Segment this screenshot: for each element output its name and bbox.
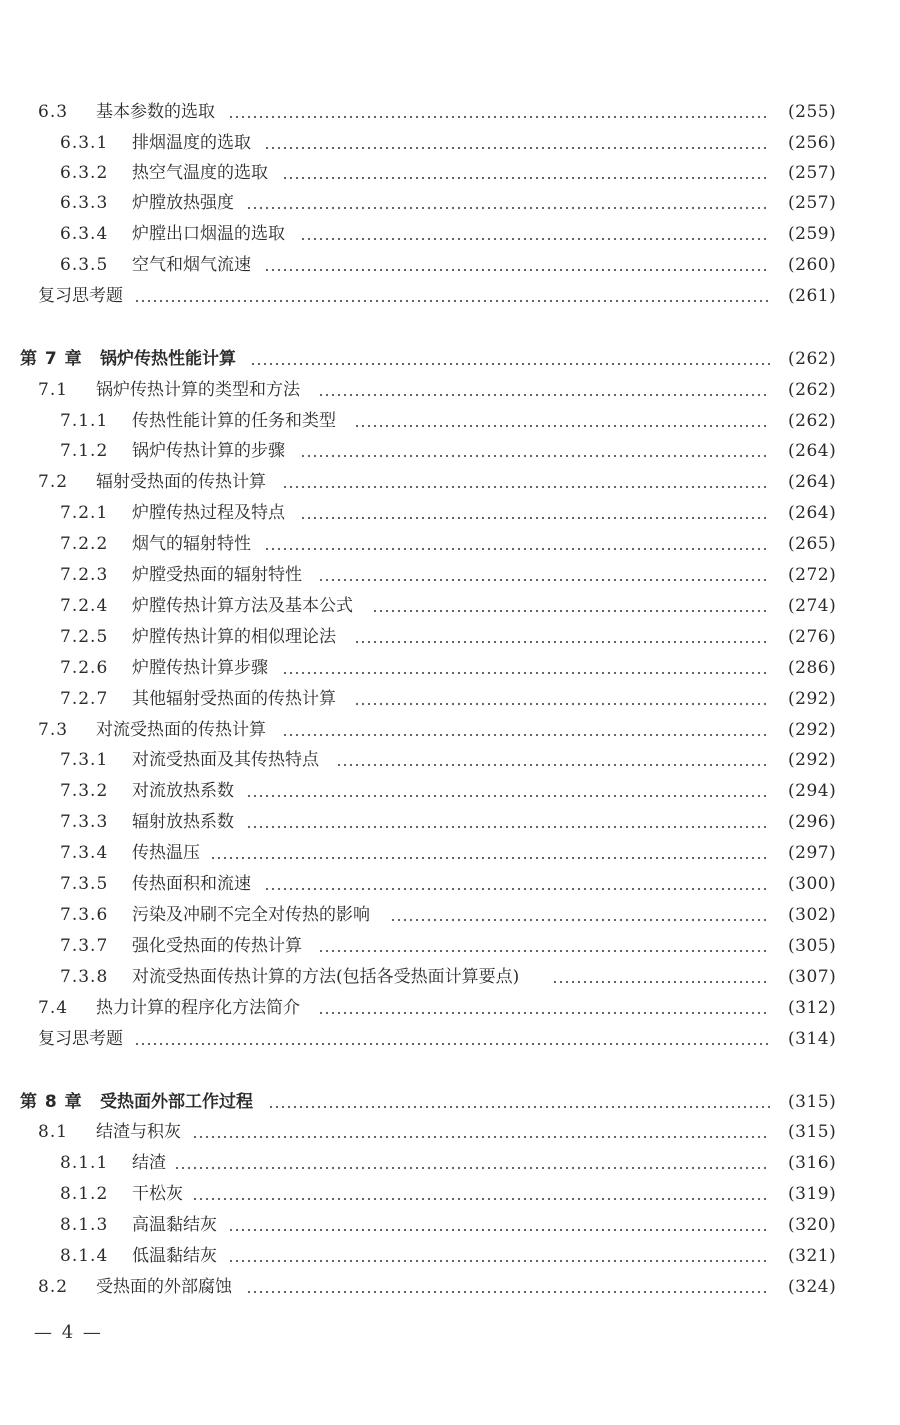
dot-leader [246, 776, 770, 806]
dot-leader [318, 375, 770, 405]
toc-entry-number: 7.3.6 [60, 905, 109, 925]
dot-leader [318, 993, 770, 1023]
toc-entry-number: 6.3.1 [60, 133, 109, 153]
toc-entry-page: (259) [788, 224, 837, 244]
dot-leader [264, 869, 770, 899]
toc-entry-number: 7.3.1 [60, 750, 109, 770]
toc-entry-title: 复习思考题 [38, 286, 123, 306]
toc-entry-page: (319) [788, 1184, 837, 1204]
page-number: — 4 — [34, 1322, 103, 1343]
dot-leader [300, 498, 770, 528]
dot-leader [282, 467, 770, 497]
toc-subsection-entry[interactable] [0, 838, 900, 868]
toc-entry-title: 排烟温度的选取 [132, 133, 251, 153]
toc-entry-page: (315) [788, 1122, 837, 1142]
toc-subsection-entry[interactable] [0, 1241, 900, 1271]
toc-entry-page: (262) [788, 380, 837, 400]
dot-leader [282, 158, 770, 188]
toc-entry-title: 复习思考题 [38, 1029, 123, 1049]
toc-entry-number: 7.3.5 [60, 874, 109, 894]
toc-entry-page: (316) [788, 1153, 837, 1173]
toc-entry-number: 6.3.5 [60, 255, 109, 275]
toc-section-entry[interactable] [0, 1117, 900, 1147]
dot-leader [246, 1272, 770, 1302]
toc-section-entry[interactable] [0, 467, 900, 497]
dot-leader [264, 250, 770, 280]
toc-entry-title: 辐射受热面的传热计算 [96, 472, 266, 492]
toc-entry-title: 传热温压 [132, 843, 200, 863]
toc-entry-page: (294) [788, 781, 837, 801]
dot-leader [250, 344, 770, 374]
toc-entry-title: 污染及冲刷不完全对传热的影响 [132, 905, 370, 925]
toc-entry-page: (305) [788, 936, 837, 956]
toc-entry-page: (257) [788, 193, 837, 213]
toc-entry-page: (276) [788, 627, 837, 647]
toc-entry-number: 7.2.6 [60, 658, 109, 678]
toc-entry-page: (321) [788, 1246, 837, 1266]
dot-leader [372, 591, 770, 621]
toc-subsection-entry[interactable] [0, 1179, 900, 1209]
toc-entry-number: 7.4 [38, 998, 69, 1018]
dot-leader [552, 962, 770, 992]
toc-entry-number: 7.3.7 [60, 936, 109, 956]
toc-entry-number: 8.1.3 [60, 1215, 109, 1235]
toc-subsection-entry[interactable] [0, 591, 900, 621]
toc-entry-number: 6.3.3 [60, 193, 109, 213]
toc-entry-page: (255) [788, 102, 837, 122]
toc-entry-title: 对流受热面的传热计算 [96, 720, 266, 740]
toc-entry-number: 7.1.2 [60, 441, 109, 461]
toc-entry-title: 锅炉传热性能计算 [100, 349, 236, 369]
toc-entry-title: 基本参数的选取 [96, 102, 215, 122]
toc-entry-title: 辐射放热系数 [132, 812, 234, 832]
toc-entry-title: 炉膛传热计算的相似理论法 [132, 627, 336, 647]
toc-entry-page: (274) [788, 596, 837, 616]
toc-entry-title: 锅炉传热计算的步骤 [132, 441, 285, 461]
toc-entry-number: 8.1.1 [60, 1153, 109, 1173]
dot-leader [336, 745, 770, 775]
toc-entry-title: 高温黏结灰 [132, 1215, 217, 1235]
toc-entry-number: 6.3 [38, 102, 69, 122]
toc-subsection-entry[interactable] [0, 188, 900, 218]
toc-entry-number: 7.1.1 [60, 411, 109, 431]
toc-entry-page: (296) [788, 812, 837, 832]
dot-leader [246, 188, 770, 218]
dot-leader [354, 622, 770, 652]
dot-leader [210, 838, 770, 868]
dot-leader [264, 128, 770, 158]
dot-leader [134, 1024, 770, 1054]
toc-entry-page: (264) [788, 441, 837, 461]
toc-subsection-entry[interactable] [0, 250, 900, 280]
toc-entry-number: 7.3 [38, 720, 69, 740]
dot-leader [318, 931, 770, 961]
toc-subsection-entry[interactable] [0, 653, 900, 683]
toc-entry-number: 7.2.2 [60, 534, 109, 554]
toc-section-entry[interactable] [0, 97, 900, 127]
toc-review-entry[interactable] [0, 281, 900, 311]
toc-entry-page: (292) [788, 750, 837, 770]
dot-leader [268, 1087, 770, 1117]
toc-entry-title: 对流受热面及其传热特点 [132, 750, 319, 770]
dot-leader [282, 653, 770, 683]
toc-entry-title: 对流放热系数 [132, 781, 234, 801]
dot-leader [228, 1210, 770, 1240]
toc-entry-number: 8.1.2 [60, 1184, 109, 1204]
toc-subsection-entry[interactable] [0, 406, 900, 436]
toc-subsection-entry[interactable] [0, 1148, 900, 1178]
dot-leader [174, 1148, 770, 1178]
toc-entry-page: (262) [788, 349, 837, 369]
toc-chapter-entry[interactable] [0, 1087, 900, 1117]
toc-subsection-entry[interactable] [0, 219, 900, 249]
toc-subsection-entry[interactable] [0, 900, 900, 930]
toc-entry-number: 8.1 [38, 1122, 69, 1142]
toc-entry-number: 7.2.3 [60, 565, 109, 585]
toc-entry-title: 炉膛传热计算方法及基本公式 [132, 596, 353, 616]
dot-leader [354, 684, 770, 714]
toc-entry-page: (297) [788, 843, 837, 863]
toc-subsection-entry[interactable] [0, 128, 900, 158]
toc-entry-title: 对流受热面传热计算的方法(包括各受热面计算要点) [132, 967, 520, 987]
toc-subsection-entry[interactable] [0, 869, 900, 899]
toc-subsection-entry[interactable] [0, 560, 900, 590]
toc-entry-page: (300) [788, 874, 837, 894]
toc-entry-number: 6.3.4 [60, 224, 109, 244]
toc-entry-title: 热力计算的程序化方法简介 [96, 998, 300, 1018]
toc-entry-number: 第 8 章 [20, 1092, 83, 1112]
toc-entry-page: (302) [788, 905, 837, 925]
toc-subsection-entry[interactable] [0, 158, 900, 188]
toc-chapter-entry[interactable] [0, 344, 900, 374]
toc-subsection-entry[interactable] [0, 684, 900, 714]
toc-entry-title: 烟气的辐射特性 [132, 534, 251, 554]
toc-entry-title: 热空气温度的选取 [132, 163, 268, 183]
toc-entry-number: 7.3.4 [60, 843, 109, 863]
toc-entry-title: 炉膛传热计算步骤 [132, 658, 268, 678]
toc-entry-page: (315) [788, 1092, 837, 1112]
toc-section-entry[interactable] [0, 993, 900, 1023]
dot-leader [300, 436, 770, 466]
toc-entry-page: (292) [788, 689, 837, 709]
toc-entry-title: 炉膛受热面的辐射特性 [132, 565, 302, 585]
toc-entry-title: 锅炉传热计算的类型和方法 [96, 380, 300, 400]
toc-entry-number: 7.2.4 [60, 596, 109, 616]
toc-subsection-entry[interactable] [0, 776, 900, 806]
toc-entry-page: (262) [788, 411, 837, 431]
toc-entry-title: 干松灰 [132, 1184, 183, 1204]
toc-entry-number: 7.2 [38, 472, 69, 492]
toc-subsection-entry[interactable] [0, 745, 900, 775]
toc-entry-title: 空气和烟气流速 [132, 255, 251, 275]
toc-subsection-entry[interactable] [0, 622, 900, 652]
dot-leader [192, 1117, 770, 1147]
toc-entry-number: 7.2.7 [60, 689, 109, 709]
toc-subsection-entry[interactable] [0, 529, 900, 559]
toc-entry-title: 传热面积和流速 [132, 874, 251, 894]
toc-entry-number: 7.3.2 [60, 781, 109, 801]
toc-subsection-entry[interactable] [0, 1210, 900, 1240]
toc-entry-page: (264) [788, 503, 837, 523]
toc-entry-page: (256) [788, 133, 837, 153]
toc-entry-number: 7.2.1 [60, 503, 109, 523]
dot-leader [318, 560, 770, 590]
toc-entry-number: 7.3.8 [60, 967, 109, 987]
toc-entry-title: 结渣与积灰 [96, 1122, 181, 1142]
toc-section-entry[interactable] [0, 715, 900, 745]
toc-review-entry[interactable] [0, 1024, 900, 1054]
toc-entry-title: 炉膛放热强度 [132, 193, 234, 213]
toc-entry-title: 结渣 [132, 1153, 166, 1173]
toc-entry-page: (286) [788, 658, 837, 678]
toc-subsection-entry[interactable] [0, 807, 900, 837]
dot-leader [264, 529, 770, 559]
dot-leader [192, 1179, 770, 1209]
toc-entry-number: 7.2.5 [60, 627, 109, 647]
toc-entry-title: 炉膛传热过程及特点 [132, 503, 285, 523]
toc-entry-title: 受热面的外部腐蚀 [96, 1277, 232, 1297]
dot-leader [134, 281, 770, 311]
toc-entry-number: 8.1.4 [60, 1246, 109, 1266]
toc-entry-title: 炉膛出口烟温的选取 [132, 224, 285, 244]
toc-entry-title: 强化受热面的传热计算 [132, 936, 302, 956]
toc-subsection-entry[interactable] [0, 498, 900, 528]
toc-entry-number: 7.3.3 [60, 812, 109, 832]
toc-entry-title: 受热面外部工作过程 [100, 1092, 253, 1112]
dot-leader [228, 97, 770, 127]
toc-entry-number: 8.2 [38, 1277, 69, 1297]
toc-entry-page: (292) [788, 720, 837, 740]
toc-entry-number: 7.1 [38, 380, 69, 400]
dot-leader [228, 1241, 770, 1271]
toc-entry-title: 低温黏结灰 [132, 1246, 217, 1266]
toc-section-entry[interactable] [0, 1272, 900, 1302]
toc-subsection-entry[interactable] [0, 931, 900, 961]
toc-entry-page: (312) [788, 998, 837, 1018]
toc-section-entry[interactable] [0, 375, 900, 405]
dot-leader [354, 406, 770, 436]
toc-entry-number: 6.3.2 [60, 163, 109, 183]
toc-entry-page: (260) [788, 255, 837, 275]
toc-entry-number: 第 7 章 [20, 349, 83, 369]
toc-entry-page: (320) [788, 1215, 837, 1235]
toc-subsection-entry[interactable] [0, 962, 900, 992]
dot-leader [282, 715, 770, 745]
dot-leader [246, 807, 770, 837]
toc-entry-page: (272) [788, 565, 837, 585]
toc-entry-page: (324) [788, 1277, 837, 1297]
toc-entry-page: (314) [788, 1029, 837, 1049]
toc-entry-title: 其他辐射受热面的传热计算 [132, 689, 336, 709]
dot-leader [300, 219, 770, 249]
toc-entry-page: (257) [788, 163, 837, 183]
toc-entry-title: 传热性能计算的任务和类型 [132, 411, 336, 431]
toc-subsection-entry[interactable] [0, 436, 900, 466]
dot-leader [390, 900, 770, 930]
toc-entry-page: (265) [788, 534, 837, 554]
toc-entry-page: (264) [788, 472, 837, 492]
toc-entry-page: (261) [788, 286, 837, 306]
toc-entry-page: (307) [788, 967, 837, 987]
